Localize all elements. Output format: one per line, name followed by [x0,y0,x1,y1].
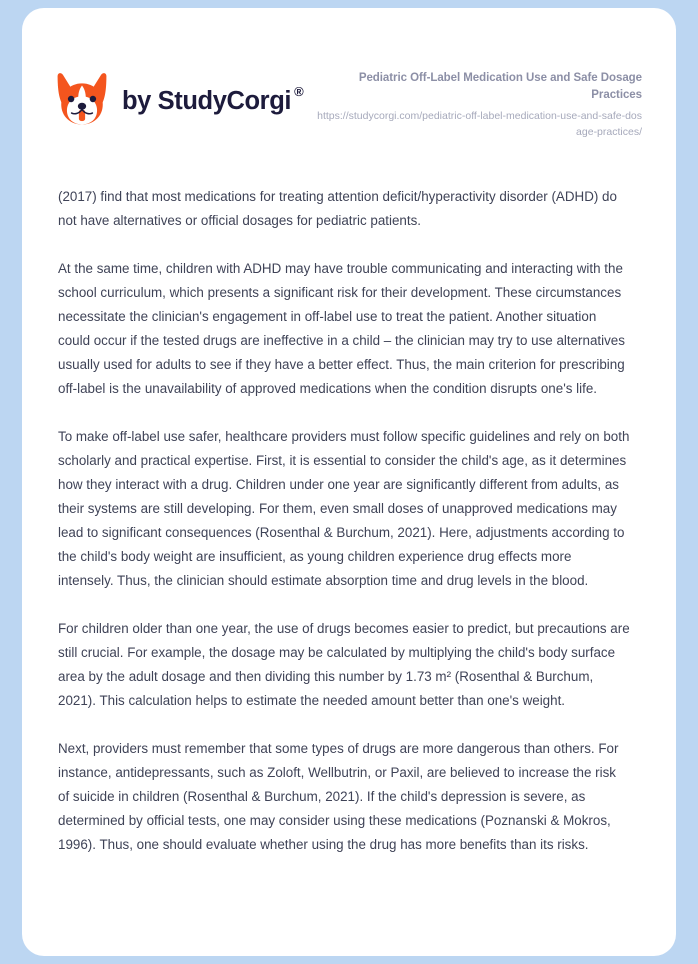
document-meta [312,66,642,140]
document-header [22,8,676,140]
page-title: Pediatric Off-Label Medication Use and Safe Dosage Practices [358,72,642,101]
document-body [22,185,676,857]
body-paragraph: At the same time, children with ADHD may have trouble communicating and interacting with the school curriculum, which presents a significant risk for their development. These circumstances necessitate the clinician's engagement in off-label use to treat the patient. Another situation could occur if the tested drugs are ineffective in a child – the clinician may try to use alternatives usually used for adults to see if they have a better effect. Thus, the main criterion for prescribing off-label is the unavailability of approved medications when the condition disrupts one's life. [58,260,625,396]
body-paragraph: To make off-label use safer, healthcare providers must follow specific guidelines and rely on both scholarly and practical expertise. First, it is essential to consider the child's age, as it determines how they interact with a drug. Children under one year are significantly different from adults, as their systems are still developing. For them, even small doses of unapproved medications may lead to significant consequences (Rosenthal & Burchum, 2021). Here, adjustments according to the child's body weight are insufficient, as young children experience drug effects more intensely. Thus, the clinician should estimate absorption time and drug levels in the blood. [58,428,630,588]
brand-wordmark [122,83,303,115]
document-page-card [22,8,676,956]
body-paragraph: (2017) find that most medications for treating attention deficit/hyperactivity disorder (ADHD) do not have alternatives or official dosages for pediatric patients. [58,188,617,228]
registered-trademark-icon: ® [294,84,304,100]
corgi-logo-icon [56,72,108,126]
brand-logo-group[interactable] [56,66,303,126]
body-paragraph: Next, providers must remember that some types of drugs are more dangerous than others. For instance, antidepressants, such as Zoloft, Wellbutrin, or Paxil, are believed to increase the risk of suicide in children (Rosenthal & Burchum, 2021). If the child's depression is severe, as determined by official tests, one may consider using these medications (Poznanski & Mokros, 1996). Thus, one should evaluate whether using the drug has more benefits than its risks. [58,740,619,852]
source-url[interactable]: https://studycorgi.com/pediatric-off-label-medication-use-and-safe-dosage-practices/ [317,110,642,138]
body-paragraph: For children older than one year, the use of drugs becomes easier to predict, but precautions are still crucial. For example, the dosage may be calculated by multiplying the child's body surface area by the adult dosage and then dividing this number by 1.73 m² (Rosenthal & Burchum, 2021). This calculation helps to estimate the needed amount better than one's weight. [58,620,630,708]
brand-name-text: by StudyCorgi [122,87,292,116]
